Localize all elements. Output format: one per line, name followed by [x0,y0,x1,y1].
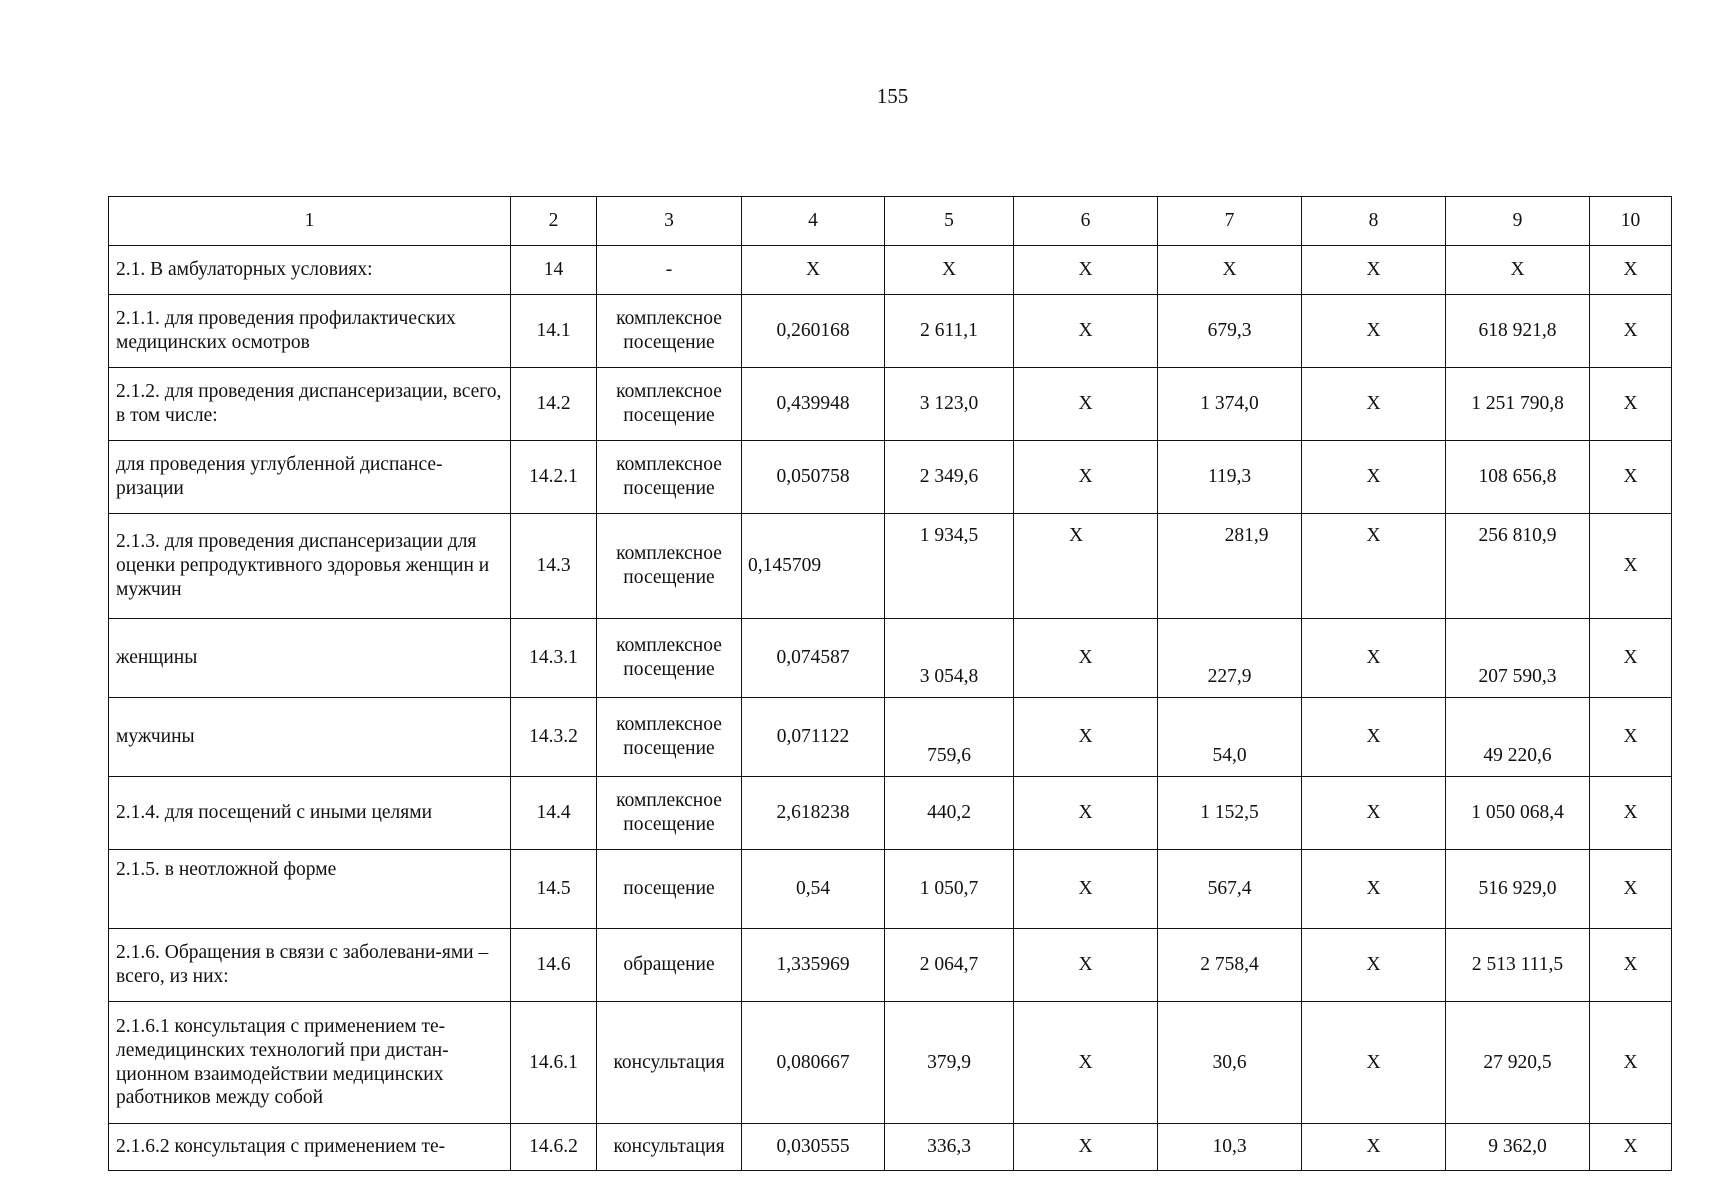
table-cell: X [1590,1124,1672,1171]
column-header: 3 [597,197,742,246]
table-cell: 14.3.1 [511,619,597,698]
table-cell: 1 050,7 [885,850,1014,929]
table-cell: 14.6 [511,929,597,1002]
table-cell: 0,54 [742,850,885,929]
row-label: для проведения углубленной диспансе-ризации [109,441,511,514]
table-cell: 379,9 [885,1002,1014,1124]
table-cell: 679,3 [1158,295,1302,368]
column-header: 8 [1302,197,1446,246]
table-cell: комплексное посещение [597,619,742,698]
table-cell: 14.5 [511,850,597,929]
table-cell: 14 [511,246,597,295]
table-cell: 0,439948 [742,368,885,441]
table-cell: 281,9 [1158,514,1302,619]
table-row [109,850,1672,929]
column-header: 4 [742,197,885,246]
table-cell: X [1014,295,1158,368]
table-cell: 108 656,8 [1446,441,1590,514]
table-cell: X [1302,441,1446,514]
row-label: 2.1.6.2 консультация с применением те- [109,1124,511,1171]
table-cell: 0,074587 [742,619,885,698]
table-cell: X [742,246,885,295]
table-cell: X [1302,619,1446,698]
table-cell: X [1302,1124,1446,1171]
table-cell: X [1590,441,1672,514]
column-header: 7 [1158,197,1302,246]
table-cell: 14.4 [511,777,597,850]
table-cell: 440,2 [885,777,1014,850]
table-cell: X [1302,698,1446,777]
table-cell: 0,260168 [742,295,885,368]
table-cell: обращение [597,929,742,1002]
table-cell: комплексное посещение [597,514,742,619]
table-cell: X [1302,850,1446,929]
table-cell: комплексное посещение [597,368,742,441]
table-cell: 2 349,6 [885,441,1014,514]
table-row [109,295,1672,368]
table-row [109,619,1672,698]
table-cell: 256 810,9 [1446,514,1590,619]
table-cell: 1 050 068,4 [1446,777,1590,850]
table-cell: посещение [597,850,742,929]
table-cell: X [1302,1002,1446,1124]
table-cell: X [1590,777,1672,850]
table-cell: 9 362,0 [1446,1124,1590,1171]
table-cell: консультация [597,1124,742,1171]
table-cell: X [1590,295,1672,368]
column-header: 10 [1590,197,1672,246]
table-row [109,246,1672,295]
row-label: мужчины [109,698,511,777]
table-cell: 14.1 [511,295,597,368]
table-cell: X [1302,514,1446,619]
row-label: 2.1.6.1 консультация с применением те-лемедицинских технологий при дистан-ционном взаимодействии медицинских работников между собой [109,1002,511,1124]
column-header: 1 [109,197,511,246]
table-cell: X [1014,698,1158,777]
table-cell: X [1014,1124,1158,1171]
table-cell: комплексное посещение [597,295,742,368]
table-cell: 10,3 [1158,1124,1302,1171]
page-number: 155 [876,84,909,108]
table-cell: X [1590,850,1672,929]
table-cell: X [1446,246,1590,295]
table-cell: 14.6.2 [511,1124,597,1171]
row-label: 2.1.5. в неотложной форме [109,850,511,929]
row-label: 2.1. В амбулаторных условиях: [109,246,511,295]
table-cell: 2,618238 [742,777,885,850]
table-cell: X [1014,514,1158,619]
row-label: 2.1.6. Обращения в связи с заболевани-ями – всего, из них: [109,929,511,1002]
table-cell: X [1590,619,1672,698]
row-label: 2.1.1. для проведения профилактических медицинских осмотров [109,295,511,368]
table-cell: 336,3 [885,1124,1014,1171]
table-row [109,929,1672,1002]
tariff-table [108,196,1672,1171]
table-cell: 567,4 [1158,850,1302,929]
table-cell: 2 064,7 [885,929,1014,1002]
table-cell: комплексное посещение [597,698,742,777]
table-cell: X [1014,619,1158,698]
table-cell: 14.3 [511,514,597,619]
table-cell: 1 251 790,8 [1446,368,1590,441]
table-cell: X [1302,295,1446,368]
table-cell: 516 929,0 [1446,850,1590,929]
table-cell: X [1590,1002,1672,1124]
table-cell: - [597,246,742,295]
table-cell: 0,145709 [742,514,885,619]
table-cell: 30,6 [1158,1002,1302,1124]
table-cell: комплексное посещение [597,441,742,514]
table-cell: 227,9 [1158,619,1302,698]
table-cell: X [1158,246,1302,295]
table-cell: X [1302,368,1446,441]
table-cell: 0,071122 [742,698,885,777]
table-cell: 49 220,6 [1446,698,1590,777]
table-cell: 618 921,8 [1446,295,1590,368]
table-cell: X [1590,246,1672,295]
column-header: 6 [1014,197,1158,246]
table-cell: 1,335969 [742,929,885,1002]
table-cell: X [1014,1002,1158,1124]
table-cell: 0,050758 [742,441,885,514]
table-cell: X [1590,368,1672,441]
table-cell: 2 611,1 [885,295,1014,368]
table-cell: X [1014,246,1158,295]
row-label: женщины [109,619,511,698]
table-cell: 207 590,3 [1446,619,1590,698]
table-cell: 0,030555 [742,1124,885,1171]
table-cell: 14.2 [511,368,597,441]
table-cell: 2 513 111,5 [1446,929,1590,1002]
table-cell: X [1590,929,1672,1002]
table-row [109,698,1672,777]
table-cell: 2 758,4 [1158,929,1302,1002]
table-cell: 119,3 [1158,441,1302,514]
table-row [109,514,1672,619]
table-row [109,777,1672,850]
table-cell: консультация [597,1002,742,1124]
table-cell: 54,0 [1158,698,1302,777]
row-label: 2.1.2. для проведения диспансеризации, всего, в том числе: [109,368,511,441]
table-row [109,1002,1672,1124]
table-row [109,441,1672,514]
table-cell: 1 374,0 [1158,368,1302,441]
row-label: 2.1.3. для проведения диспансеризации для оценки репродуктивного здоровья женщин и мужчин [109,514,511,619]
table-header-row [109,197,1672,246]
column-header: 2 [511,197,597,246]
table-row [109,368,1672,441]
table-cell: X [1302,929,1446,1002]
table-cell: X [1302,246,1446,295]
table-cell: X [1014,929,1158,1002]
table-cell: X [1014,777,1158,850]
table-cell: X [1302,777,1446,850]
table-cell: X [1014,368,1158,441]
table-cell: X [1014,441,1158,514]
table-cell: 14.6.1 [511,1002,597,1124]
row-label: 2.1.4. для посещений с иными целями [109,777,511,850]
table-cell: X [1590,514,1672,619]
table-cell: 1 934,5 [885,514,1014,619]
table-cell: комплексное посещение [597,777,742,850]
table-cell: 1 152,5 [1158,777,1302,850]
table-cell: 14.2.1 [511,441,597,514]
table-cell: 27 920,5 [1446,1002,1590,1124]
table-row [109,1124,1672,1171]
table-cell: 3 123,0 [885,368,1014,441]
column-header: 9 [1446,197,1590,246]
column-header: 5 [885,197,1014,246]
table-cell: 14.3.2 [511,698,597,777]
table-cell: 3 054,8 [885,619,1014,698]
table-cell: 0,080667 [742,1002,885,1124]
table-cell: 759,6 [885,698,1014,777]
table-cell: X [885,246,1014,295]
table-cell: X [1590,698,1672,777]
table-cell: X [1014,850,1158,929]
